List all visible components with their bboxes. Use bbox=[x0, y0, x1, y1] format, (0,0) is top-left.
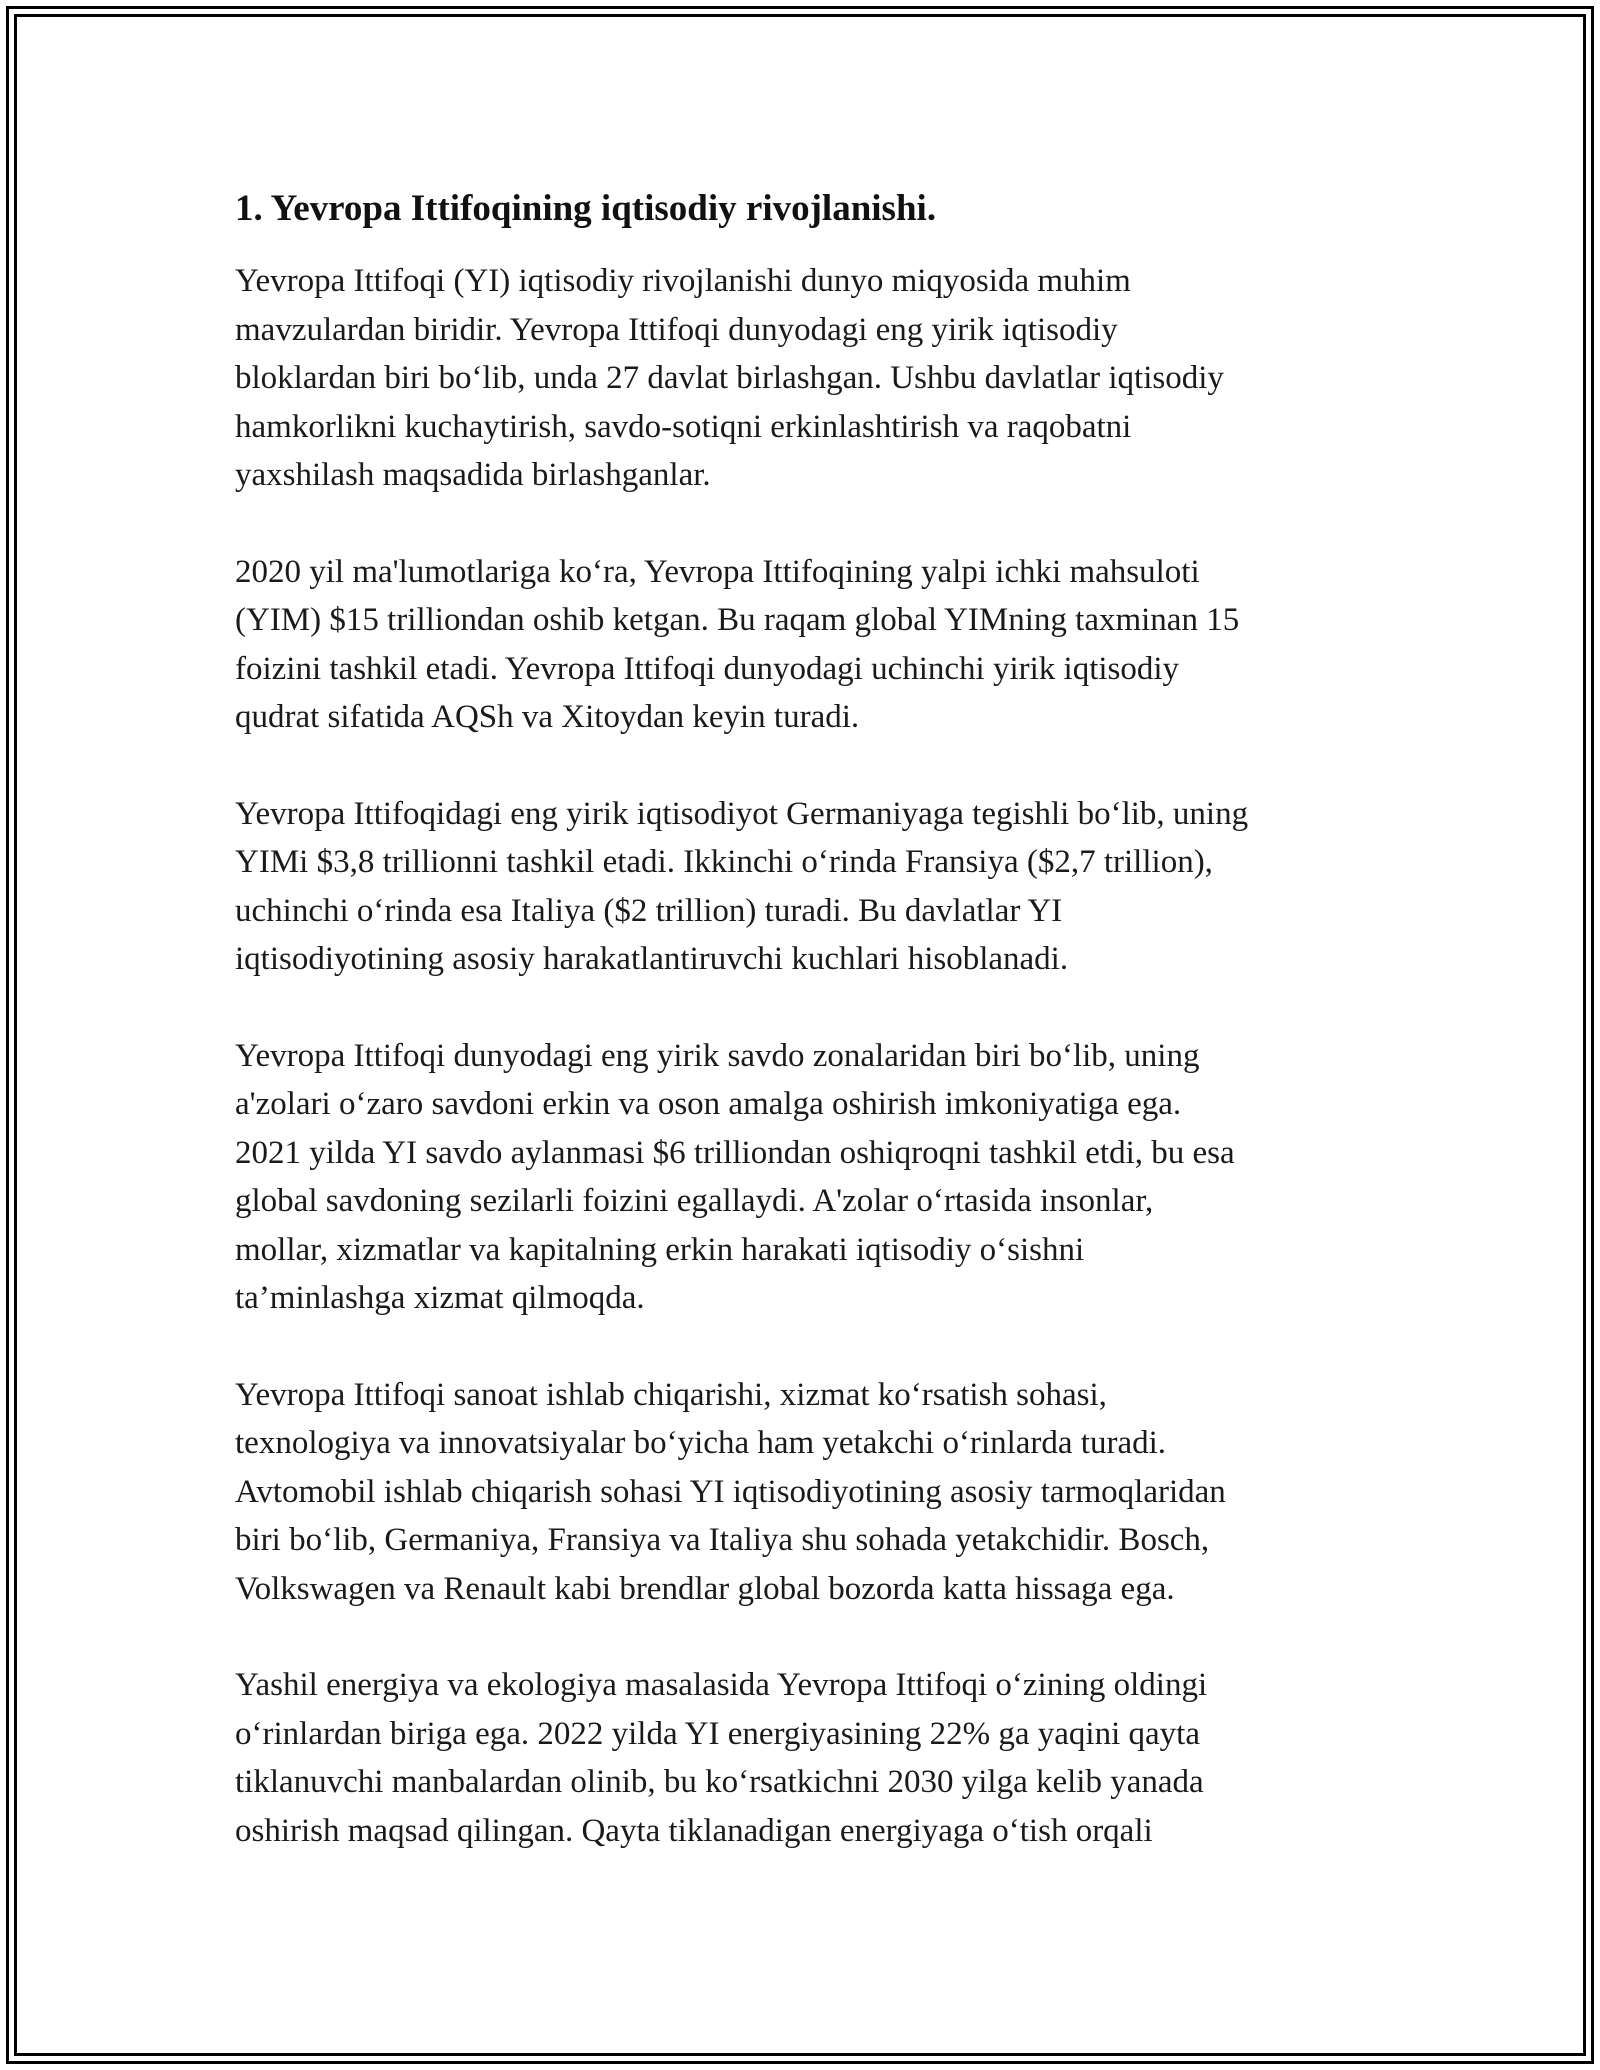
document-body bbox=[235, 185, 1385, 1903]
paragraph-4: Yevropa Ittifoqi dunyodagi eng yirik savdo zonalaridan biri bo‘lib, uning a'zolari o‘zaro savdoni erkin va oson amalga oshirish imkoniyatiga ega. 2021 yilda YI savdo aylanmasi $6 trilliondan oshiqroqni tashkil etdi, bu esa global savdoning sezilarli foizini egallaydi. A'zolar o‘rtasida insonlar, mollar, xizmatlar va kapitalning erkin harakati iqtisodiy o‘sishni ta’minlashga xizmat qilmoqda. bbox=[235, 1037, 1235, 1316]
section-heading: 1. Yevropa Ittifoqining iqtisodiy rivojlanishi. bbox=[235, 188, 937, 229]
paragraph-6: Yashil energiya va ekologiya masalasida Yevropa Ittifoqi o‘zining oldingi o‘rinlardan biriga ega. 2022 yilda YI energiyasining 22% ga yaqini qayta tiklanuvchi manbalardan olinib, bu ko‘rsatkichni 2030 yilga kelib yanada oshirish maqsad qilingan. Qayta tiklanadigan energiyaga o‘tish orqali bbox=[235, 1667, 1208, 1849]
paragraph-1: Yevropa Ittifoqi (YI) iqtisodiy rivojlanishi dunyo miqyosida muhim mavzulardan biridir. Yevropa Ittifoqi dunyodagi eng yirik iqtisodiy bloklardan biri bo‘lib, unda 27 davlat birlashgan. Ushbu davlatlar iqtisodiy hamkorlikni kuchaytirish, savdo-sotiqni erkinlashtirish va raqobatni yaxshilash maqsadida birlashganlar. bbox=[235, 263, 1224, 493]
paragraph-3: Yevropa Ittifoqidagi eng yirik iqtisodiyot Germaniyaga tegishli bo‘lib, uning YIMi $3,8 trillionni tashkil etadi. Ikkinchi o‘rinda Fransiya ($2,7 trillion), uchinchi o‘rinda esa Italiya ($2 trillion) turadi. Bu davlatlar YI iqtisodiyotining asosiy harakatlantiruvchi kuchlari hisoblanadi. bbox=[235, 795, 1249, 977]
paragraph-2: 2020 yil ma'lumotlariga ko‘ra, Yevropa Ittifoqining yalpi ichki mahsuloti (YIM) $15 trilliondan oshib ketgan. Bu raqam global YIMning taxminan 15 foizini tashkil etadi. Yevropa Ittifoqi dunyodagi uchinchi yirik iqtisodiy qudrat sifatida AQSh va Xitoydan keyin turadi. bbox=[235, 553, 1240, 735]
paragraph-5: Yevropa Ittifoqi sanoat ishlab chiqarishi, xizmat ko‘rsatish sohasi, texnologiya va innovatsiyalar bo‘yicha ham yetakchi o‘rinlarda turadi. Avtomobil ishlab chiqarish sohasi YI iqtisodiyotining asosiy tarmoqlaridan biri bo‘lib, Germaniya, Fransiya va Italiya shu sohada yetakchidir. Bosch, Volkswagen va Renault kabi brendlar global bozorda katta hissaga ega. bbox=[235, 1376, 1226, 1607]
